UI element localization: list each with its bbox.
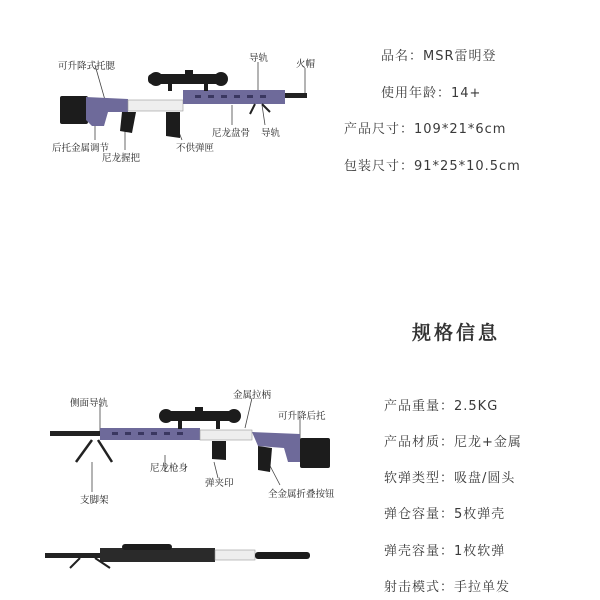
barrel-2 (50, 431, 102, 436)
label-rear-rail: 导轨 (249, 53, 269, 64)
grip-2 (258, 446, 272, 472)
spec-product-size: 产品尺寸：109*21*6cm (344, 122, 507, 137)
label-adjustable-rest-2: 可升降后托 (278, 411, 326, 422)
label-handguard: 尼龙盘骨 (212, 128, 251, 139)
label-fake-mag: 不供弹匣 (176, 143, 215, 154)
spec-shell-capacity: 弹壳容量：1枚软弹 (384, 544, 506, 559)
label-nylon-body: 尼龙枪身 (150, 463, 189, 474)
section-heading: 规格信息 (412, 322, 501, 344)
spec-material: 产品材质：尼龙+金属 (384, 435, 522, 450)
spec-package-size: 包装尺寸：91*25*10.5cm (344, 159, 521, 174)
spec-mag-capacity: 弹仓容量：5枚弹壳 (384, 507, 506, 522)
spec-dart-type: 软弹类型：吸盘/圆头 (384, 471, 516, 486)
label-metal-bolt: 金属拉柄 (233, 390, 272, 401)
label-grip: 尼龙握把 (102, 153, 141, 164)
receiver-2 (200, 430, 252, 440)
magazine-2 (212, 441, 226, 460)
spec-product-name: 品名：MSR雷明登 (381, 49, 497, 64)
rifle-illustration-bottom (45, 544, 310, 568)
spec-fire-mode: 射击模式：手拉单发 (384, 580, 511, 595)
label-muzzle: 火帽 (296, 59, 316, 70)
stock-pad-2 (300, 438, 330, 468)
label-front-rail: 导轨 (261, 128, 281, 139)
label-adjustable-rest: 可升降式托腮 (58, 61, 116, 72)
label-side-rail: 侧面导轨 (70, 398, 109, 409)
label-rear-metal: 后托金属调节 (52, 143, 110, 154)
bipod (76, 440, 112, 462)
spec-age: 使用年龄：14+ (381, 86, 482, 101)
label-magazine: 弹夹印 (205, 478, 234, 489)
label-bipod: 支脚架 (80, 495, 109, 506)
label-folding-button: 全金属折叠按钮 (268, 489, 335, 500)
spec-weight: 产品重量：2.5KG (384, 399, 499, 414)
